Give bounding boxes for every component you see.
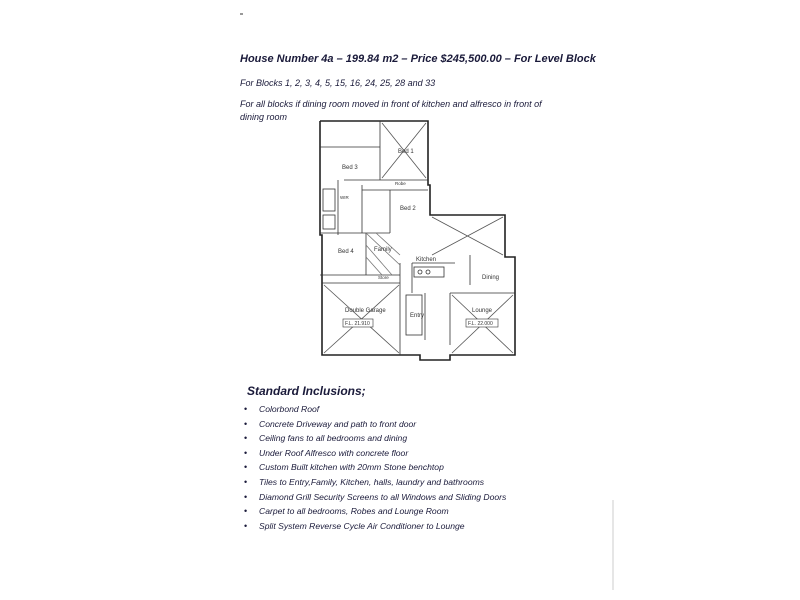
list-item: • Under Roof Alfresco with concrete floor	[244, 446, 506, 461]
list-item: • Concrete Driveway and path to front door	[244, 417, 506, 432]
bullet-icon: •	[244, 404, 248, 414]
bullet-icon: •	[244, 491, 248, 502]
bullet-icon: •	[244, 447, 248, 458]
blocks-line: For Blocks 1, 2, 3, 4, 5, 15, 16, 24, 25, 28 and 33	[240, 78, 436, 88]
floor-plan	[300, 115, 530, 377]
list-item: • Ceiling fans to all bedrooms and dining	[244, 431, 506, 446]
bullet-icon: •	[244, 520, 248, 531]
list-item: • Split System Reverse Cycle Air Conditioner to Lounge	[244, 519, 506, 534]
inclusions-heading: Standard Inclusions;	[247, 384, 366, 398]
bullet-icon: •	[244, 418, 248, 429]
room-garage-label: Double Garage	[345, 308, 386, 314]
room-kitchen-label: Kitchen	[416, 257, 437, 263]
page-title: House Number 4a – 199.84 m2 – Price $245,500.00 – For Level Block	[240, 53, 596, 65]
room-bed2-label: Bed 2	[400, 206, 416, 212]
room-lounge-label: Lounge	[472, 308, 493, 314]
room-robe-label: Robe	[395, 181, 406, 186]
bullet-icon: •	[244, 476, 248, 487]
inclusions-list	[244, 402, 506, 533]
bullet-icon: •	[244, 433, 248, 444]
room-store-label: Store	[378, 275, 389, 280]
list-item: • Custom Built kitchen with 20mm Stone benchtop	[244, 460, 506, 475]
list-item: • Colorbond Roof	[244, 402, 506, 417]
list-item: • Carpet to all bedrooms, Robes and Lounge Room	[244, 504, 506, 519]
list-item: • Diamond Grill Security Screens to all Windows and Sliding Doors	[244, 490, 506, 505]
room-family-label: Family	[374, 247, 392, 253]
bullet-icon: •	[244, 462, 248, 473]
bullet-icon: •	[244, 506, 248, 517]
garage-floor-level: F.L. 21.910	[345, 321, 370, 327]
room-entry-label: Entry	[410, 313, 425, 319]
list-item: • Tiles to Entry,Family, Kitchen, halls, laundry and bathrooms	[244, 475, 506, 490]
room-dining-label: Dining	[482, 275, 500, 281]
scan-edge	[612, 500, 614, 590]
scan-speck	[240, 13, 243, 15]
room-bed3-label: Bed 3	[342, 165, 358, 171]
room-bed1-label: Bed 1	[398, 149, 414, 155]
room-wir-label: WIR	[340, 195, 349, 200]
room-bed4-label: Bed 4	[338, 249, 354, 255]
note-line-2: dining room	[240, 112, 288, 122]
note-line-1: For all blocks if dining room moved in front of kitchen and alfresco in front of	[240, 99, 542, 109]
lounge-floor-level: F.L. 22.000	[468, 321, 493, 327]
